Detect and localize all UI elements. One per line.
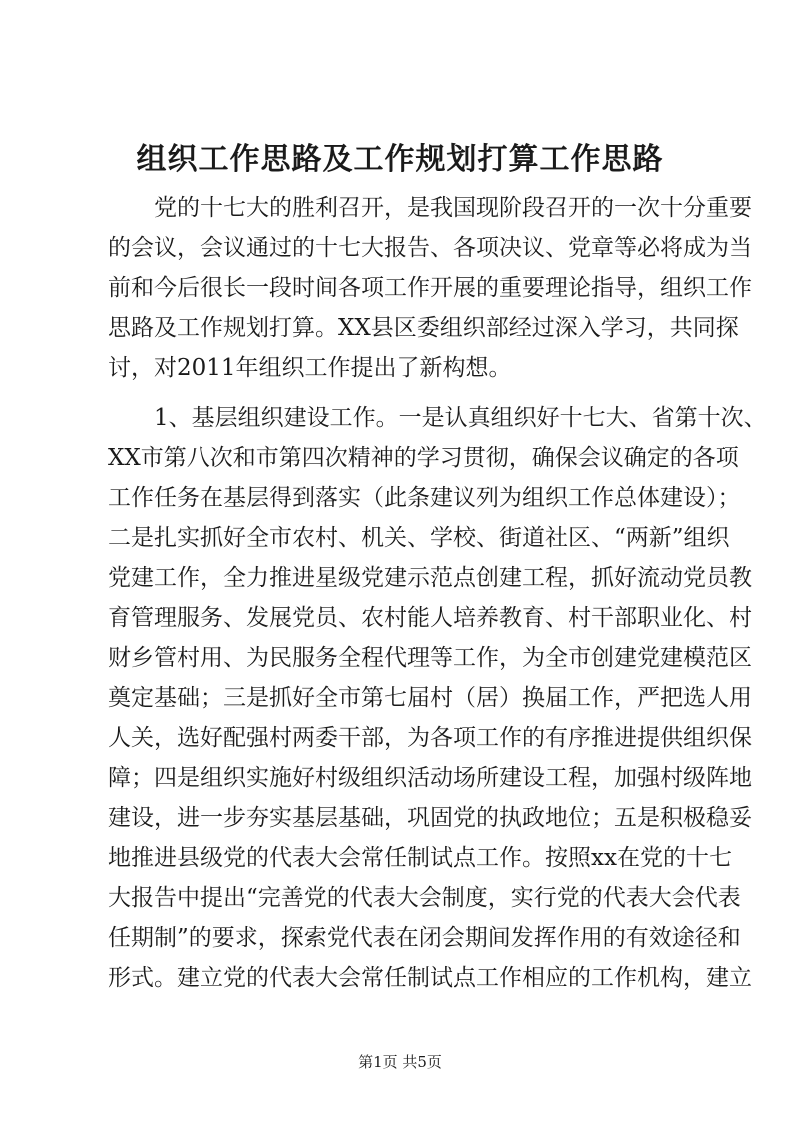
text-line: XX市第八次和市第四次精神的学习贯彻，确保会议确定的各项 xyxy=(108,445,739,471)
text-line: 二是扎实抓好全市农村、机关、学校、街道社区、“两新”组织 xyxy=(108,525,730,551)
document-title: 组织工作思路及工作规划打算工作思路 xyxy=(136,142,664,177)
text-line: 育管理服务、发展党员、农村能人培养教育、村干部职业化、村 xyxy=(108,605,752,631)
text-line: 地推进县级党的代表大会常任制试点工作。按照xx在党的十七 xyxy=(108,845,732,871)
page-footer: 第1页 共5页 xyxy=(358,1053,442,1071)
text-line: 人关，选好配强村两委干部，为各项工作的有序推进提供组织保 xyxy=(108,725,752,751)
text-line: 前和今后很长一段时间各项工作开展的重要理论指导，组织工作 xyxy=(108,275,752,301)
text-line: 任期制”的要求，探索党代表在闭会期间发挥作用的有效途径和 xyxy=(108,925,741,951)
paragraph-intro xyxy=(108,188,752,388)
text-line: 财乡管村用、为民服务全程代理等工作，为全市创建党建模范区 xyxy=(108,645,752,671)
document-body xyxy=(108,188,767,998)
text-line: 讨，对2011年组织工作提出了新构想。 xyxy=(108,355,512,381)
text-line: 党建工作，全力推进星级党建示范点创建工程，抓好流动党员教 xyxy=(108,565,752,591)
text-line: 障；四是组织实施好村级组织活动场所建设工程，加强村级阵地 xyxy=(108,765,752,791)
text-line: 工作任务在基层得到落实（此条建议列为组织工作总体建设）； xyxy=(108,485,741,511)
text-line: 大报告中提出“完善党的代表大会制度，实行党的代表大会代表 xyxy=(108,885,741,911)
text-line: 建设，进一步夯实基层基础，巩固党的执政地位；五是积极稳妥 xyxy=(108,805,752,831)
text-line: 党的十七大的胜利召开，是我国现阶段召开的一次十分重要 xyxy=(108,195,752,221)
text-line: 思路及工作规划打算。XX县区委组织部经过深入学习，共同探 xyxy=(108,315,739,341)
text-line: 1、基层组织建设工作。一是认真组织好十七大、省第十次、 xyxy=(108,405,767,431)
text-line: 的会议，会议通过的十七大报告、各项决议、党章等必将成为当 xyxy=(108,235,752,261)
text-line: 形式。建立党的代表大会常任制试点工作相应的工作机构，建立 xyxy=(108,965,752,991)
paragraph-grassroots xyxy=(108,398,767,998)
text-line: 奠定基础；三是抓好全市第七届村（居）换届工作，严把选人用 xyxy=(108,685,752,711)
